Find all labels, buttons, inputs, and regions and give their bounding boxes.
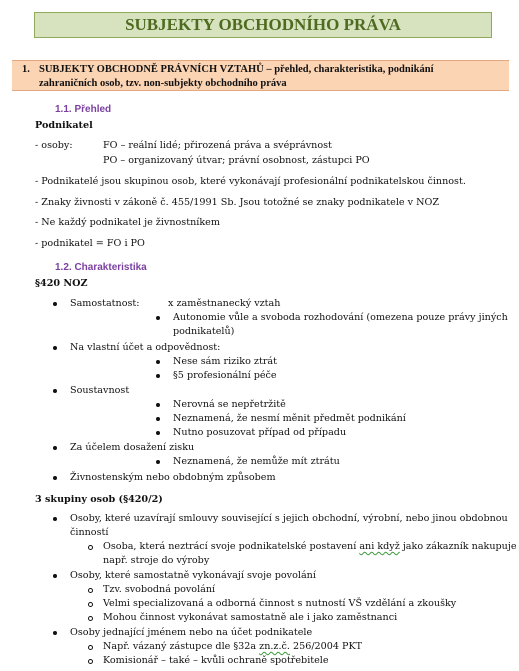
label-420-noz: §420 NOZ (35, 278, 88, 289)
bullet-dot (53, 631, 57, 635)
item-pripad: Nutno posuzovat případ od případu (173, 427, 347, 438)
group2-sub1: Tzv. svobodná povolání (103, 584, 216, 595)
paragraph-znaky: - Znaky živnosti v zákoně č. 455/1991 Sb. Jsou totožné se znaky podnikatele v NOZ (35, 197, 440, 208)
bullet-dot (53, 346, 57, 350)
item-nepretrzite: Nerovná se nepřetržitě (173, 399, 286, 410)
paragraph-fo-po: - podnikatel = FO i PO (35, 238, 145, 249)
group1-sub1-flagged: ani když (359, 541, 400, 552)
bullet-dot (53, 574, 57, 578)
group1-sub1-text: Osoba, která neztrácí svoje podnikatelské postavení (103, 541, 360, 552)
bullet-dot (156, 417, 160, 421)
label-podnikatel: Podnikatel (35, 120, 93, 131)
bullet-dot (53, 302, 57, 306)
text-fo: FO – reální lidé; přirozená práva a svéprávnost (103, 140, 332, 151)
bullet-dot (156, 316, 160, 320)
bullet-circle (88, 616, 93, 621)
group2-sub2: Velmi specializovaná a odborná činnost s nutností VŠ vzdělání a zkoušky (103, 598, 457, 609)
group3-sub2: Komisionář – také – kvůli ochraně spotřebitele (103, 655, 329, 666)
group3-sub1 (103, 641, 362, 653)
paragraph-zivnostnik: - Ne každý podnikatel je živnostníkem (35, 217, 220, 228)
bullet-dot (53, 389, 57, 393)
group3-sub1-text-end: 256/2004 PKT (289, 641, 363, 652)
item-zivnostenskym: Živnostenským nebo obdobným způsobem (70, 472, 276, 483)
section-heading-bar (12, 60, 509, 91)
item-autonomie-line2: podnikatelů) (173, 326, 235, 337)
item-ztrata: Neznamená, že nemůže mít ztrátu (173, 456, 340, 467)
text-po: PO – organizovaný útvar; právní osobnost, zástupci PO (103, 155, 370, 166)
group1-sub1-text-end: jako zákazník nakupuje (399, 541, 517, 552)
bullet-circle (88, 588, 93, 593)
item-samostatnost-note: x zaměstnanecký vztah (168, 298, 281, 309)
bullet-dot (53, 476, 57, 480)
item-samostatnost: Samostatnost: (70, 298, 140, 309)
bullet-dot (156, 431, 160, 435)
group1-sub1-line1 (103, 541, 517, 553)
bullet-circle (88, 545, 93, 550)
group2: Osoby, které samostatně vykonávají svoje povolání (70, 570, 316, 581)
item-riziko: Nese sám riziko ztrát (173, 356, 277, 367)
group1-sub1-line2: např. stroje do výroby (103, 555, 210, 566)
group3-sub1-flagged: zn.z.č. (259, 641, 290, 652)
section-title-line1: SUBJEKTY OBCHODNĚ PRÁVNÍCH VZTAHŮ – přehled, charakteristika, podnikání (39, 64, 434, 75)
bullet-dot (53, 446, 57, 450)
group3: Osoby jednající jménem nebo na účet podnikatele (70, 627, 313, 638)
bullet-dot (156, 360, 160, 364)
group1-line1: Osoby, které uzavírají smlouvy související s jejich obchodní, výrobní, nebo jinou obdobnou (70, 513, 508, 524)
section-title-line2: zahraničních osob, tzv. non-subjekty obchodního práva (39, 77, 287, 89)
bullet-dot (53, 517, 57, 521)
item-vlastni-ucet: Na vlastní účet a odpovědnost: (70, 342, 221, 353)
section-title (39, 63, 499, 90)
paragraph-podnikatele: - Podnikatelé jsou skupinou osob, které vykonávají profesionální podnikatelskou činnost. (35, 176, 466, 187)
page-title: SUBJEKTY OBCHODNÍHO PRÁVA (34, 12, 492, 38)
label-3-skupiny: 3 skupiny osob (§420/2) (35, 494, 163, 505)
item-soustavnost: Soustavnost (70, 385, 130, 396)
subheading-charakteristika: 1.2. Charakteristika (55, 262, 147, 273)
group3-sub1-text: Např. vázaný zástupce dle §32a (103, 641, 260, 652)
section-number: 1. (22, 64, 30, 75)
group2-sub3: Mohou činnost vykonávat samostatně ale i jako zaměstnanci (103, 612, 398, 623)
bullet-circle (88, 602, 93, 607)
bullet-dot (156, 374, 160, 378)
item-pece: §5 profesionální péče (173, 370, 277, 381)
bullet-circle (88, 659, 93, 664)
osoby-label: - osoby: (35, 140, 73, 151)
subheading-prehled: 1.1. Přehled (55, 104, 112, 115)
bullet-dot (156, 460, 160, 464)
bullet-circle (88, 645, 93, 650)
item-zisk: Za účelem dosažení zisku (70, 442, 195, 453)
bullet-dot (156, 403, 160, 407)
item-autonomie-line1: Autonomie vůle a svoboda rozhodování (omezena pouze právy jiných (173, 312, 508, 323)
group1-line2: činností (70, 527, 109, 538)
item-predmet: Neznamená, že nesmí měnit předmět podnikání (173, 413, 406, 424)
